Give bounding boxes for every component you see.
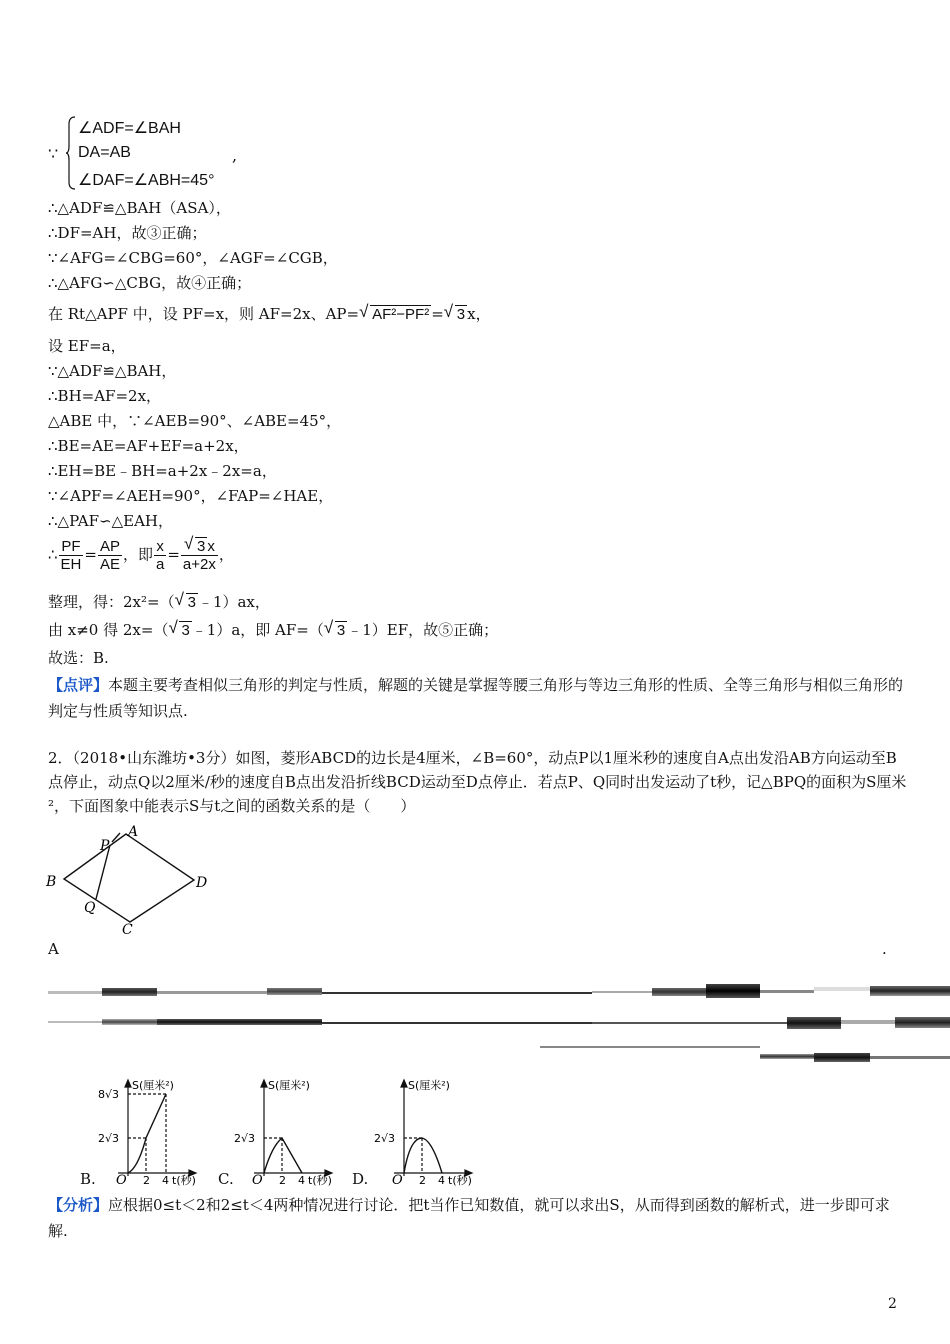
curve-c: [264, 1138, 302, 1173]
condition-row: DA=AB: [78, 144, 131, 161]
curve-b: [128, 1094, 166, 1173]
x-tick: 2: [419, 1174, 426, 1186]
label-d: D: [196, 875, 208, 891]
label-c: C: [122, 922, 133, 936]
proof-line: ∴△AFG∽△CBG，故④正确；: [48, 274, 252, 292]
y-arrow-icon: [261, 1080, 267, 1087]
rhombus-figure: [44, 824, 220, 936]
fraction: [181, 538, 218, 573]
proof-line: ∵△ADF≌△BAH，: [48, 362, 177, 380]
proof-line: ∴△PAF∽△EAH，: [48, 512, 174, 530]
denominator: EH: [60, 556, 82, 573]
page-number: 2: [888, 1296, 897, 1312]
numerator: x: [154, 538, 166, 556]
rt-triangle-line: [48, 304, 491, 325]
comment-paragraph: [48, 672, 908, 724]
radicand: 3: [187, 594, 196, 611]
radicand: 3: [456, 306, 466, 323]
analysis-paragraph: [48, 1192, 908, 1244]
analysis-text: 应根据0≤t＜2和2≤t＜4两种情况进行讨论．把t当作已知数值，就可以求出S，从而得到函数的解析式，进一步即可求解.: [48, 1196, 890, 1240]
x-tick: 4: [438, 1174, 445, 1186]
numerator: PF: [59, 538, 84, 556]
derive-prefix: 由 x≠0 得 2x=（: [48, 621, 169, 639]
origin-label: O: [392, 1173, 403, 1186]
congruence-conditions: [48, 116, 308, 192]
proof-line: ∴BH=AF=2x，: [48, 387, 162, 405]
x-tick: 2: [279, 1174, 286, 1186]
proof-line: ∵∠AFG=∠CBG=60°，∠AGF=∠CGB，: [48, 249, 338, 267]
fraction: [154, 538, 166, 573]
equals: =: [167, 545, 180, 564]
graph-option-c: [232, 1076, 358, 1186]
radical: [168, 621, 191, 641]
option-b-label: B.: [80, 1170, 96, 1188]
curve-d: [404, 1138, 442, 1173]
radicand: 3: [196, 538, 206, 555]
y-tick: 8√3: [98, 1088, 120, 1101]
option-a-dot: .: [882, 940, 887, 958]
option-d-label: D.: [352, 1170, 369, 1188]
y-arrow-icon: [125, 1080, 131, 1087]
choice-line: 故选：B.: [48, 649, 109, 667]
fraction: [59, 538, 84, 573]
y-arrow-icon: [401, 1080, 407, 1087]
x-label: t(秒): [308, 1174, 332, 1186]
proof-line: 设 EF=a，: [48, 337, 126, 355]
derive-mid: ﹣1）a，即 AF=（: [191, 621, 324, 639]
y-label: S(厘米²): [268, 1079, 310, 1092]
arrange-suffix: ﹣1）ax，: [197, 593, 270, 611]
y-tick: 2√3: [98, 1132, 120, 1145]
rt-prefix: 在 Rt△APF 中，设 PF=x，则 AF=2x、AP=: [48, 305, 360, 323]
denominator: a: [156, 556, 165, 573]
radical: [324, 621, 347, 641]
radicand: 3: [181, 622, 190, 639]
graph-option-b: [96, 1076, 222, 1186]
proof-line: ∵∠APF=∠AEH=90°，∠FAP=∠HAE，: [48, 487, 334, 505]
equals: =: [431, 305, 444, 323]
radicand: AF²−PF²: [372, 306, 430, 323]
x-label: t(秒): [172, 1174, 196, 1186]
numerator: [181, 538, 218, 556]
analysis-tag: 【分析】: [48, 1196, 109, 1214]
label-b: B: [46, 874, 57, 890]
equals: =: [84, 545, 97, 564]
derive-line: [48, 620, 498, 641]
denominator: AE: [99, 556, 120, 573]
option-c-label: C.: [218, 1170, 234, 1188]
label-q: Q: [84, 900, 96, 916]
radicand: 3: [336, 622, 346, 639]
proof-line: ∴BE=AE=AF+EF=a+2x，: [48, 437, 249, 455]
label-p: P: [100, 838, 110, 854]
radical: [444, 305, 467, 325]
radical: [359, 305, 431, 325]
proof-line: ∴△ADF≌△BAH（ASA），: [48, 199, 231, 217]
denominator: a+2x: [182, 556, 216, 573]
radical: [175, 593, 198, 613]
question-2: 2．（2018•山东潍坊•3分）如图，菱形ABCD的边长是4厘米，∠B=60°，动点P以1厘米秒的速度自A点出发沿AB方向运动至B点停止，动点Q以2厘米/秒的速度自B点出发沿折线BCD运动至D点停止．若点P、Q同时出发运动了t秒，记△BPQ的面积为S厘米²，下面图象中能表示S与t之间的函数关系的是（ ）: [48, 749, 907, 815]
proof-line: ∴DF=AH，故③正确；: [48, 224, 207, 242]
comma: ,: [232, 146, 238, 165]
ratio-line: [48, 538, 234, 573]
fraction: [98, 538, 122, 573]
arrange-prefix: 整理，得：2x²=（: [48, 593, 175, 611]
comment-tag: 【点评】: [48, 676, 109, 694]
x-label: t(秒): [448, 1174, 472, 1186]
y-label: S(厘米²): [132, 1079, 174, 1092]
origin-label: O: [116, 1173, 127, 1186]
because-symbol: ∵: [48, 144, 59, 163]
ratio-end: ，: [218, 545, 234, 564]
x-tick: 2: [143, 1174, 150, 1186]
x-tick: 4: [298, 1174, 305, 1186]
origin-label: O: [252, 1173, 263, 1186]
condition-row: ∠ADF=∠BAH: [78, 120, 181, 137]
y-tick: 2√3: [374, 1132, 396, 1145]
therefore-symbol: ∴: [48, 545, 58, 564]
derive-suffix: ﹣1）EF，故⑤正确；: [347, 621, 499, 639]
proof-line: △ABE 中，∵∠AEB=90°、∠ABE=45°，: [48, 412, 342, 430]
graph-option-d: [372, 1076, 498, 1186]
numerator-suffix: x: [207, 538, 215, 555]
y-tick: 2√3: [234, 1132, 256, 1145]
arrange-line: [48, 592, 270, 613]
comment-text: 本题主要考查相似三角形的判定与性质，解题的关键是掌握等腰三角形与等边三角形的性质、全等三角形与相似三角形的判定与性质等知识点.: [48, 676, 904, 720]
option-a-label: A: [48, 940, 59, 958]
condition-row: ∠DAF=∠ABH=45°: [78, 172, 215, 189]
radical: [184, 538, 207, 555]
y-label: S(厘米²): [408, 1079, 450, 1092]
left-brace-icon: [66, 116, 76, 190]
ratio-mid: ，即: [122, 545, 153, 564]
proof-line: ∴EH=BE﹣BH=a+2x﹣2x=a，: [48, 462, 277, 480]
x-tick: 4: [162, 1174, 169, 1186]
label-a: A: [128, 824, 139, 840]
numerator: AP: [99, 538, 120, 555]
rt-suffix: x，: [467, 305, 491, 323]
